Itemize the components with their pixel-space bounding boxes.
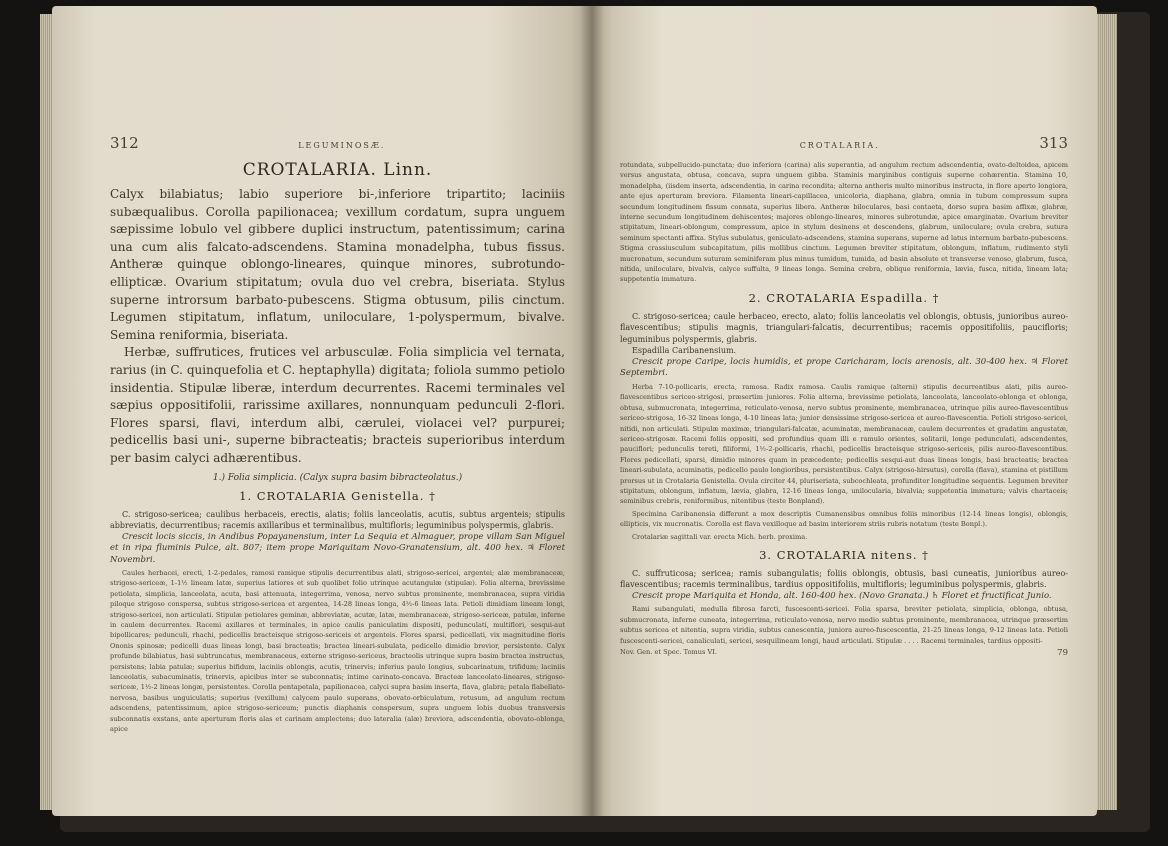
right-page-content — [620, 134, 1068, 658]
page-number: 313 — [1039, 134, 1068, 152]
right-page — [592, 6, 1097, 816]
genus-habit: Herbæ, suffrutices, frutices vel arbusculæ. Folia simplicia vel ternata, rarius (in C. quinquefolia et C. heptaphylla) digitata; foliola summo petiolo insidentia. Stipulæ liberæ, interdum decurrentes. Racemi terminales vel sæpius oppositifolii, rarissime axillares, nonnunquam pedunculi 2-flori. Flores sparsi, flavi, interdum albi, cærulei, violacei vel? purpurei; pedicellis basi uni-, superne bibracteatis; bracteis superioribus interdum per basim calyci adhærentibus. — [110, 345, 565, 465]
genus-description: Calyx bilabiatus; labio superiore bi-,inferiore tripartito; laciniis subæqualibus. Corolla papilionacea; vexillum cordatum, supra unguem sæpissime lobulo vel gibbere duplici instructum, patentissimum; carina una cum alis falcato-adscendens. Stamina monadelpha, tubus fissus. Antheræ quinque oblongo-lineares, quinque minores, subrotundo-ellipticæ. Ovarium stipitatum; ovula duo vel crebra, biseriata. Stylus superne introrsum barbato-pubescens. Stigma obtusum, pilis cinctum. Legumen stipitatum, inflatum, uniloculare, 1-polyspermum, bivalve. Semina reniformia, biseriata. — [110, 187, 565, 342]
species-vernacular: Espadilla Caribanensium. — [632, 346, 737, 356]
species-diagnosis: C. strigoso-sericea; caule herbaceo, erecto, alato; foliis lanceolatis vel oblongis, obtusis, junioribus aureo-flavescentibus; stipulis magnis, triangulari-falcatis, decurrentibus; racemis oppositifoliis, paucifloris; leguminibus polyspermis, glabris. — [620, 311, 1068, 344]
species-description: Rami subangulati, medulla fibrosa farcti, fuscescenti-sericei. Folia sparsa, breviter petiolata, simplicia, oblonga, obtusa, submucronata, inferne cuneata, integerrima, reticulato-venosa, nervo medio subtus prominente, membranacea, utrinque præsertim subtus sericea et nitentia, supra viridia, subtus canescentia, juniora aureo-fuscescentia, 21-25 lineas longa, 9-12 lineas lata. Petioli fuscescenti-sericei, canaliculati, sericei, sesquilineam longi, haud articulati. Stipulæ . . . . Racemi terminales, tardius oppositi- — [620, 605, 1068, 645]
left-page — [52, 6, 592, 816]
species-description: Herba 7-10-pollicaris, erecta, ramosa. Radix ramosa. Caulis ramique (alterni) stipulis decurrentibus alati, pilis aureo-flavescentibus sericeo-strigosi, præsertim juniores. Folia alterna, brevissime petiolata, lanceolata, lanceolato-oblonga et oblonga, obtusa, submucronata, integerrima, reticulato-venosa, nervo subtus prominente, membranacea, utrinque pilis aureo-flavescentibus sericeo-strigosa, 16-32 lineas longa, 4-10 lineas lata; junior densissime strigoso-sericea et aureo-flavescentia. Petioli strigoso-sericei, nitidi, non articulati. Stipulæ maximæ, triangulari-falcatæ, acuminatæ, membranaceæ, caulem decurrentes et gradatim angustatæ, sericeo-strigosæ. Racemi foliis oppositi, sed profundius quam illi e ramulo orientes, solitarii, longe pedunculati, adscendentes, pauciflori; pedunculis tereti, filiformi, 1½-2-pollicaris, rhachi, pedicellis bracteisque strigoso-sericeis, pilis aureo-flavescentibus. Flores pedicellati, sparsi, dimidio minores quam in præcedente; pedicellis sesqui-aut duas lineas longis, basi bracteatis; bractea lineari-subulata, acuminatis, pedicello paulo longioribus, persistentibus. Calyx (strigoso-hirsutus), corolla (flava), stamina et pistillum prorsus ut in Crotalaria Genistella. Ovula circiter 44, pluriseriata, subcochleata, profunditer longitudine sequentis. Legumen breviter stipitatum, oblongum, inflatum, lævia, glabra, 12-16 lineas longa, unilocularia, bivalvia; suppetentia immatura; valvis chartaceis; seminibus crebris, reniformibus, nitentibus (teste Bonpland). — [620, 382, 1068, 506]
running-title: LEGUMINOSÆ. — [298, 141, 386, 150]
right-running-head — [620, 134, 1068, 152]
volume-signature: Nov. Gen. et Spec. Tomus VI. — [620, 648, 717, 657]
species-diagnosis: C. strigoso-sericea; caulibus herbaceis, erectis, alatis; foliis lanceolatis, acutis, subtus argenteis; stipulis abbreviatis, decurrentibus; racemis axillaribus et terminalibus, multifloris; leguminibus polyspermis, glabris. — [110, 509, 565, 530]
genus-title: CROTALARIA. Linn. — [242, 160, 433, 180]
species-locality: Crescit locis siccis, in Andibus Popayanensium, inter La Sequia et Almaguer, prope villam San Miguel et in ripa fluminis Pulce, alt. 807; item prope Mariquitam Novo-Granatensium, alt. 400 hex. ♃ Floret Novembri. — [110, 531, 565, 565]
section-heading: 1.) Folia simplicia. (Calyx supra basim bibracteolatus.) — [212, 472, 463, 483]
page-number: 312 — [110, 134, 139, 152]
continued-description: rotundata, subpellucido-punctata; duo inferiora (carina) alis superantia, ad angulum rectum adscendentia, ovato-deltoidea, apicem versus angustata, obtusa, concava, supra unguem gibba. Staminis marginibus contiguis superne cohærentia. Stamina 10, monadelpha, (iisdem inserta, adscendentia, in carina recondita; alterna antheris multo minoribus instructa, in flore aperto longiora, ante ejus aperturam breviora. Filamenta lineari-capillacea, unicoloria, diaphana, glabra, omnia in tubum compressum supra secundum longitudinem fissum connata, superius libera. Antheræ biloculares, basi contaeta, dorso supra basim affixæ, glabræ, interne secundum longitudinem dehiscentes; majores oblongo-lineares, minores subrotundæ, apice emarginatæ. Ovarium breviter stipitatum, lineari-oblongum, compressum, apice in stylum desinens et descendens, glabrum, uniloculare; ovula crebra, sutura seminum spectanti affixa. Stylus subulatus, geniculato-adscendens, stamina superans, superne ad latus internum barbato-pubescens. Stigma crassiusculum subcapitatum, pilis mollibus cinctum. Legumen breviter stipitatum, oblongum, inflatum, rudimento styli mucronatum, secundum suturam seminiferam plus minus tumidum, tumida, ad basin absolute et transverse venoso, glabrum, fusca, nitida, uniloculare, bivalvis, calyce suffulta, 9 lineas longa. Semina crebra, oblique reniformia, lævia, fusca, nitida, lineam lata; suppetentia immatura. — [620, 161, 1068, 284]
right-page-edges — [1097, 14, 1117, 810]
left-page-content — [110, 134, 565, 735]
species-locality: Crescit prope Mariquita et Honda, alt. 160-400 hex. (Novo Granata.) ♄ Floret et fructificat Junio. — [632, 590, 1052, 601]
species-description: Caules herbacei, erecti, 1-2-pedales, ramosi ramique stipulis decurrentibus alati, strigoso-sericei, argentei; alæ membranaceæ, strigoso-sericeæ, 1-1½ lineam latæ, superius latiores et sub quolibet folio utrinque acutangulæ (stipulæ). Folia alterna, brevissime petiolata, simplicia, lanceolata, acuta, basi attenuata, integerrima, venosa, nervo subtus prominente, membranacea, supra viridia piloque strigoso conspersa, subtus strigoso-sericea et argentea, 14-28 lineas longa, 4½-6 lineas lata. Petioli dimidiam lineam longi, strigoso-sericei, non articulati. Stipulæ petiolares geminæ, abbreviatæ, acutæ, latæ, membranaceæ, strigoso-sericeæ, patulæ, inferne in caulem decurrentes. Racemi axillares et terminales, in apice caulis paniculatim dispositi, pedunculati, multiflori, sesqui-aut bipollicares; pedunculi, rhachi, pedicellis bracteisque strigoso-sericeis et argenteis. Flores sparsi, pedicellati, vix magnitudine floris Ononis spinosæ; pedicelli duas lineas longi, basi bracteatis; bractea lineari-subulata, pedicello dimidio brevior, persistente. Calyx profunde bilabiatus, basi subtruncatus, membranaceus, externe strigoso-sericeus, bracteolis utrinque supra basim bractea instructus, persistens; labia patulæ; superius bifidum, laciniis oblongis, acutis, trinervis; inferius paulo longius, subcarinatum, trifidum; laciniis lanceolatis, subacuminatis, trinervis, apicibus inter se subconnatis; intime carinato-concava. Bracteæ lanceolato-lineares, strigoso-sericeæ, 1½-2 lineas longæ, persistentes. Corolla pentapetala, papilionacea, calyci supra basim inserta, flava, glabra; petala flabellato-nervosa, basibus unguiculatis; superius (vexillum) calycem paulo superans, obovato-orbiculatum, retusum, ad angulum rectum adscendens, patentissimum, apice strigoso-sericeum; punctis diaphanis conspersum, supra unguem lobis duobus transversis subconnatis exstans, ante aperturam floris alas et carinam amplectens; duo lateralia (alæ) breviora, adscendentia, obovato-oblonga, apice — [110, 569, 565, 734]
species-title: 2. CROTALARIA Espadilla. † — [748, 290, 940, 305]
species-title: 1. CROTALARIA Genistella. † — [239, 488, 436, 503]
species-diagnosis: C. suffruticosa; sericea; ramis subangulatis; foliis oblongis, obtusis, basi cuneatis, junioribus aureo-flavescentibus; racemis terminalibus, tardius oppositifoliis, multifloris; leguminibus polyspermis, glabris. — [620, 568, 1068, 590]
book-gutter — [580, 6, 604, 816]
species-note: Specimina Caribanensia differunt a mox descriptis Cumanensibus omnibus foliis minoribus (12-14 lineas longis), oblongis, ellipticis, vix mucronatis. Corolla est flava vexilloque ad basim interiorem striis rubris notatum (teste Bonpl.). — [620, 509, 1068, 529]
species-note-affinity: Crotalariæ sagittali var. erecta Mich. herb. proxima. — [632, 532, 808, 541]
species-title: 3. CROTALARIA nitens. † — [759, 547, 929, 562]
page-footer — [620, 648, 1068, 658]
species-locality: Crescit prope Caripe, locis humidis, et prope Caricharam, locis arenosis, alt. 30-400 hex. ♃ Floret Septembri. — [620, 356, 1068, 379]
gathering-signature: 79 — [1057, 648, 1068, 659]
running-title: CROTALARIA. — [799, 141, 880, 150]
left-running-head — [110, 134, 565, 152]
